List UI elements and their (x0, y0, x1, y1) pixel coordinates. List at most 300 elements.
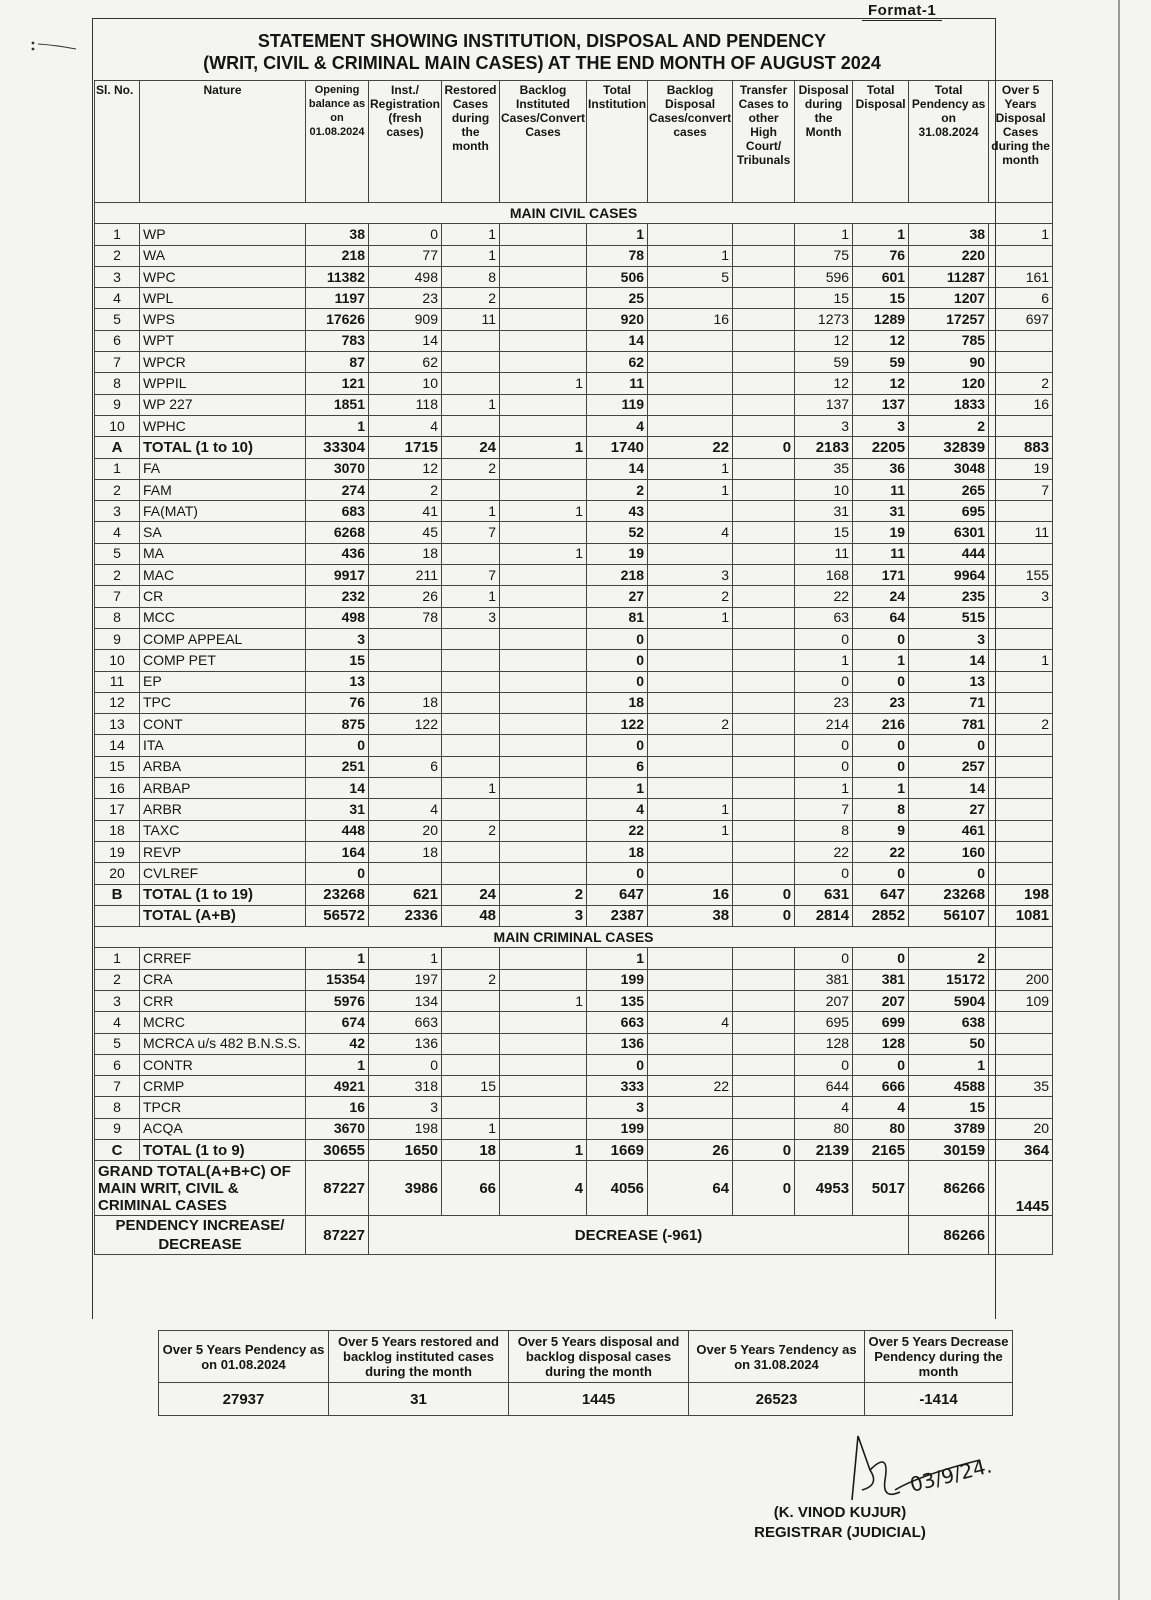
backlog-inst-cell: 1 (500, 437, 587, 458)
sl-cell: 4 (95, 288, 140, 309)
over5-cell (989, 1012, 1053, 1033)
restored-cell (442, 415, 500, 436)
backlog-disp-cell: 22 (648, 1076, 733, 1097)
total-disp-cell: 1 (853, 224, 909, 245)
disposal-cell: 128 (795, 1033, 853, 1054)
table-row (95, 671, 1053, 692)
backlog-inst-cell: 2 (500, 884, 587, 905)
disposal-cell: 15 (795, 522, 853, 543)
transfer-cell (733, 820, 795, 841)
table-row (95, 990, 1053, 1011)
total-inst-cell: 122 (587, 714, 648, 735)
transfer-cell (733, 224, 795, 245)
opening-cell: 218 (306, 245, 369, 266)
table-row (95, 415, 1053, 436)
transfer-cell (733, 479, 795, 500)
transfer-cell (733, 756, 795, 777)
inst-cell: 45 (369, 522, 442, 543)
pendency-cell: 235 (909, 586, 989, 607)
sl-cell: 2 (95, 565, 140, 586)
nature-cell: TPCR (140, 1097, 306, 1118)
disposal-cell: 0 (795, 628, 853, 649)
total-disp-cell: 76 (853, 245, 909, 266)
opening-cell: 5976 (306, 990, 369, 1011)
header-over5: Over 5 Years Disposal Cases during the month (989, 81, 1053, 203)
disposal-cell: 207 (795, 990, 853, 1011)
table-row (95, 288, 1053, 309)
transfer-cell (733, 990, 795, 1011)
transfer-cell (733, 735, 795, 756)
total-disp-cell: 80 (853, 1118, 909, 1139)
opening-cell: 31 (306, 799, 369, 820)
restored-cell: 24 (442, 884, 500, 905)
table-row (95, 863, 1053, 884)
table-row (95, 969, 1053, 990)
over5-cell: 2 (989, 714, 1053, 735)
restored-cell (442, 373, 500, 394)
total-inst-cell: 19 (587, 543, 648, 564)
transfer-cell: 0 (733, 1140, 795, 1161)
total-disp-cell: 11 (853, 543, 909, 564)
pendency-cell: 785 (909, 330, 989, 351)
sl-cell: 12 (95, 692, 140, 713)
opening-cell: 3070 (306, 458, 369, 479)
nature-cell: WPT (140, 330, 306, 351)
disposal-cell: 15 (795, 288, 853, 309)
total-disp-cell: 12 (853, 330, 909, 351)
opening-cell: 87 (306, 352, 369, 373)
restored-cell (442, 1033, 500, 1054)
grand-inst-cell: 3986 (369, 1161, 442, 1216)
grand-restored-cell: 66 (442, 1161, 500, 1216)
transfer-cell (733, 650, 795, 671)
total-row (95, 884, 1053, 905)
backlog-inst-cell (500, 692, 587, 713)
summary-header-0: Over 5 Years Pendency as on 01.08.2024 (159, 1331, 329, 1383)
backlog-inst-cell (500, 948, 587, 969)
disposal-cell: 1 (795, 224, 853, 245)
nature-cell: ARBA (140, 756, 306, 777)
transfer-cell (733, 330, 795, 351)
nature-cell: MA (140, 543, 306, 564)
restored-cell (442, 1054, 500, 1075)
nature-cell: WPS (140, 309, 306, 330)
table-row (95, 778, 1053, 799)
sl-cell: 10 (95, 415, 140, 436)
section-heading: MAIN CRIMINAL CASES (95, 927, 1053, 948)
restored-cell: 2 (442, 458, 500, 479)
restored-cell: 2 (442, 969, 500, 990)
total-inst-cell: 333 (587, 1076, 648, 1097)
over5-cell: 16 (989, 394, 1053, 415)
opening-cell: 76 (306, 692, 369, 713)
backlog-disp-cell (648, 628, 733, 649)
opening-cell: 1197 (306, 288, 369, 309)
backlog-inst-cell (500, 1033, 587, 1054)
nature-cell: TOTAL (1 to 19) (140, 884, 306, 905)
sl-cell: 2 (95, 479, 140, 500)
transfer-cell (733, 692, 795, 713)
inst-cell: 1 (369, 948, 442, 969)
grand-pendency-cell: 86266 (909, 1161, 989, 1216)
backlog-inst-cell (500, 1097, 587, 1118)
restored-cell (442, 1097, 500, 1118)
header-nature: Nature (140, 81, 306, 203)
header-backlog-inst: Backlog Instituted Cases/Convert Cases (500, 81, 587, 203)
backlog-disp-cell (648, 1118, 733, 1139)
restored-cell (442, 628, 500, 649)
total-inst-cell: 14 (587, 330, 648, 351)
section-row (95, 927, 1053, 948)
over5-cell (989, 1054, 1053, 1075)
header-total-pendency: Total Pendency as on 31.08.2024 (909, 81, 989, 203)
inst-cell: 20 (369, 820, 442, 841)
backlog-inst-cell (500, 799, 587, 820)
over5-cell (989, 778, 1053, 799)
total-inst-cell: 2 (587, 479, 648, 500)
nature-cell: WP 227 (140, 394, 306, 415)
pendency-cell: 257 (909, 756, 989, 777)
pendency-change-row (95, 1216, 1053, 1255)
total-disp-cell: 24 (853, 586, 909, 607)
restored-cell (442, 735, 500, 756)
header-sl: Sl. No. (95, 81, 140, 203)
pendency-cell: 6301 (909, 522, 989, 543)
inst-cell (369, 628, 442, 649)
header-opening: Opening balance as on 01.08.2024 (306, 81, 369, 203)
grand-total-label: GRAND TOTAL(A+B+C) OF MAIN WRIT, CIVIL & CRIMINAL CASES (95, 1161, 306, 1216)
nature-cell: FA(MAT) (140, 501, 306, 522)
backlog-inst-cell (500, 969, 587, 990)
total-disp-cell: 381 (853, 969, 909, 990)
backlog-inst-cell (500, 245, 587, 266)
nature-cell: CONTR (140, 1054, 306, 1075)
sl-cell: 8 (95, 607, 140, 628)
total-disp-cell: 31 (853, 501, 909, 522)
opening-cell: 38 (306, 224, 369, 245)
backlog-disp-cell (648, 969, 733, 990)
sl-cell: 5 (95, 1033, 140, 1054)
backlog-inst-cell (500, 778, 587, 799)
pendency-cell: 2 (909, 948, 989, 969)
grand-transfer-cell: 0 (733, 1161, 795, 1216)
restored-cell (442, 352, 500, 373)
backlog-inst-cell (500, 586, 587, 607)
opening-cell: 1851 (306, 394, 369, 415)
disposal-cell: 22 (795, 586, 853, 607)
over5-cell: 3 (989, 586, 1053, 607)
over5-cell: 155 (989, 565, 1053, 586)
total-inst-cell: 218 (587, 565, 648, 586)
transfer-cell (733, 714, 795, 735)
pendency-cell: 781 (909, 714, 989, 735)
pendency-cell: 3048 (909, 458, 989, 479)
grand-over5-cell: 1445 (989, 1161, 1053, 1216)
opening-cell: 13 (306, 671, 369, 692)
disposal-cell: 2814 (795, 905, 853, 926)
backlog-inst-cell (500, 1118, 587, 1139)
nature-cell: TPC (140, 692, 306, 713)
transfer-cell (733, 415, 795, 436)
total-disp-cell: 207 (853, 990, 909, 1011)
total-inst-cell: 25 (587, 288, 648, 309)
backlog-inst-cell: 1 (500, 990, 587, 1011)
nature-cell: TAXC (140, 820, 306, 841)
disposal-cell: 12 (795, 330, 853, 351)
transfer-cell (733, 586, 795, 607)
title-line-2: (WRIT, CIVIL & CRIMINAL MAIN CASES) AT THE END MONTH OF AUGUST 2024 (203, 53, 881, 73)
nature-cell: CRREF (140, 948, 306, 969)
total-disp-cell: 137 (853, 394, 909, 415)
inst-cell: 198 (369, 1118, 442, 1139)
transfer-cell (733, 373, 795, 394)
transfer-cell (733, 1054, 795, 1075)
pendency-cell: 444 (909, 543, 989, 564)
sl-cell: 6 (95, 330, 140, 351)
total-disp-cell: 64 (853, 607, 909, 628)
total-inst-cell: 81 (587, 607, 648, 628)
transfer-cell (733, 565, 795, 586)
inst-cell: 318 (369, 1076, 442, 1097)
pendency-cell: 50 (909, 1033, 989, 1054)
table-row (95, 628, 1053, 649)
nature-cell: ITA (140, 735, 306, 756)
total-inst-cell: 0 (587, 628, 648, 649)
table-row (95, 309, 1053, 330)
inst-cell: 18 (369, 543, 442, 564)
backlog-disp-cell (648, 373, 733, 394)
inst-cell: 134 (369, 990, 442, 1011)
table-row (95, 224, 1053, 245)
table-row (95, 756, 1053, 777)
backlog-inst-cell (500, 628, 587, 649)
section-row (95, 203, 1053, 224)
sl-cell: 2 (95, 245, 140, 266)
backlog-inst-cell (500, 841, 587, 862)
backlog-inst-cell (500, 352, 587, 373)
summary-header-2: Over 5 Years disposal and backlog disposal cases during the month (509, 1331, 689, 1383)
total-inst-cell: 0 (587, 735, 648, 756)
backlog-inst-cell: 1 (500, 373, 587, 394)
over5-cell (989, 799, 1053, 820)
table-row (95, 543, 1053, 564)
summary-value-0: 27937 (159, 1383, 329, 1416)
total-inst-cell: 6 (587, 756, 648, 777)
nature-cell: MCRC (140, 1012, 306, 1033)
backlog-inst-cell (500, 607, 587, 628)
transfer-cell (733, 863, 795, 884)
backlog-disp-cell (648, 394, 733, 415)
over5-cell (989, 671, 1053, 692)
transfer-cell (733, 628, 795, 649)
total-inst-cell: 4 (587, 799, 648, 820)
backlog-disp-cell (648, 990, 733, 1011)
grand-backlog-disp-cell: 64 (648, 1161, 733, 1216)
sl-cell: 16 (95, 778, 140, 799)
total-disp-cell: 647 (853, 884, 909, 905)
disposal-cell: 22 (795, 841, 853, 862)
over5-cell: 35 (989, 1076, 1053, 1097)
total-inst-cell: 119 (587, 394, 648, 415)
opening-cell: 783 (306, 330, 369, 351)
backlog-disp-cell (648, 1033, 733, 1054)
backlog-disp-cell: 22 (648, 437, 733, 458)
total-inst-cell: 3 (587, 1097, 648, 1118)
backlog-inst-cell: 3 (500, 905, 587, 926)
total-disp-cell: 1289 (853, 309, 909, 330)
restored-cell (442, 863, 500, 884)
disposal-cell: 31 (795, 501, 853, 522)
opening-cell: 42 (306, 1033, 369, 1054)
restored-cell: 1 (442, 1118, 500, 1139)
table-row (95, 1033, 1053, 1054)
inst-cell: 2 (369, 479, 442, 500)
pendency-cell: 461 (909, 820, 989, 841)
total-inst-cell: 1 (587, 948, 648, 969)
table-row (95, 735, 1053, 756)
backlog-disp-cell: 3 (648, 565, 733, 586)
nature-cell: FA (140, 458, 306, 479)
transfer-cell (733, 778, 795, 799)
inst-cell: 0 (369, 224, 442, 245)
pendency-cell: 1207 (909, 288, 989, 309)
inst-cell (369, 735, 442, 756)
backlog-disp-cell: 16 (648, 309, 733, 330)
restored-cell: 7 (442, 565, 500, 586)
disposal-cell: 7 (795, 799, 853, 820)
total-disp-cell: 0 (853, 756, 909, 777)
backlog-disp-cell (648, 415, 733, 436)
opening-cell: 274 (306, 479, 369, 500)
restored-cell: 1 (442, 245, 500, 266)
inst-cell: 14 (369, 330, 442, 351)
header-inst: Inst./ Registration (fresh cases) (369, 81, 442, 203)
summary-header-3: Over 5 Years 7endency as on 31.08.2024 (689, 1331, 865, 1383)
backlog-disp-cell (648, 224, 733, 245)
sl-cell: 3 (95, 990, 140, 1011)
backlog-disp-cell: 4 (648, 522, 733, 543)
total-disp-cell: 8 (853, 799, 909, 820)
backlog-disp-cell (648, 543, 733, 564)
inst-cell: 663 (369, 1012, 442, 1033)
header-total-disp: Total Disposal (853, 81, 909, 203)
summary-header-4: Over 5 Years Decrease Pendency during the month (865, 1331, 1013, 1383)
sl-cell: C (95, 1140, 140, 1161)
total-inst-cell: 78 (587, 245, 648, 266)
margin-mark (30, 38, 78, 48)
opening-cell: 33304 (306, 437, 369, 458)
pendency-cell: 27 (909, 799, 989, 820)
sl-cell: 15 (95, 756, 140, 777)
backlog-disp-cell: 26 (648, 1140, 733, 1161)
total-disp-cell: 0 (853, 735, 909, 756)
backlog-inst-cell (500, 1054, 587, 1075)
header-restored: Restored Cases during the month (442, 81, 500, 203)
backlog-inst-cell (500, 671, 587, 692)
pendency-closing-cell: 86266 (909, 1216, 989, 1255)
sl-cell: 5 (95, 309, 140, 330)
header-disposal: Disposal during the Month (795, 81, 853, 203)
disposal-cell: 12 (795, 373, 853, 394)
table-row (95, 245, 1053, 266)
opening-cell: 1 (306, 948, 369, 969)
total-inst-cell: 11 (587, 373, 648, 394)
total-disp-cell: 22 (853, 841, 909, 862)
backlog-inst-cell (500, 735, 587, 756)
nature-cell: WP (140, 224, 306, 245)
sl-cell: 8 (95, 373, 140, 394)
total-disp-cell: 128 (853, 1033, 909, 1054)
over5-cell (989, 330, 1053, 351)
restored-cell: 24 (442, 437, 500, 458)
opening-cell: 3670 (306, 1118, 369, 1139)
total-inst-cell: 18 (587, 692, 648, 713)
disposal-cell: 1 (795, 778, 853, 799)
over5-cell: 109 (989, 990, 1053, 1011)
opening-cell: 56572 (306, 905, 369, 926)
disposal-cell: 0 (795, 735, 853, 756)
opening-cell: 6268 (306, 522, 369, 543)
disposal-cell: 0 (795, 756, 853, 777)
inst-cell: 0 (369, 1054, 442, 1075)
total-inst-cell: 0 (587, 1054, 648, 1075)
sl-cell: 9 (95, 628, 140, 649)
over5-cell: 200 (989, 969, 1053, 990)
total-disp-cell: 0 (853, 1054, 909, 1075)
table-row (95, 266, 1053, 287)
pendency-cell: 15172 (909, 969, 989, 990)
title-line-1: STATEMENT SHOWING INSTITUTION, DISPOSAL AND PENDENCY (257, 31, 827, 51)
over5-cell: 20 (989, 1118, 1053, 1139)
signature-date: 03/9/24. (907, 1453, 995, 1497)
sl-cell: 14 (95, 735, 140, 756)
pendency-cell: 30159 (909, 1140, 989, 1161)
over5-cell: 19 (989, 458, 1053, 479)
total-inst-cell: 14 (587, 458, 648, 479)
sl-cell: 18 (95, 820, 140, 841)
total-disp-cell: 0 (853, 863, 909, 884)
over5-cell (989, 501, 1053, 522)
summary-header-1: Over 5 Years restored and backlog instituted cases during the month (329, 1331, 509, 1383)
backlog-inst-cell (500, 266, 587, 287)
empty-cell (989, 1216, 1053, 1255)
sl-cell: 1 (95, 458, 140, 479)
opening-cell: 23268 (306, 884, 369, 905)
transfer-cell (733, 522, 795, 543)
table-row (95, 607, 1053, 628)
pendency-cell: 14 (909, 650, 989, 671)
table-row (95, 586, 1053, 607)
over5-cell: 6 (989, 288, 1053, 309)
pendency-cell: 15 (909, 1097, 989, 1118)
over5-cell (989, 820, 1053, 841)
total-inst-cell: 18 (587, 841, 648, 862)
header-total-inst: Total Institution (587, 81, 648, 203)
backlog-disp-cell: 16 (648, 884, 733, 905)
total-disp-cell: 59 (853, 352, 909, 373)
restored-cell (442, 799, 500, 820)
total-inst-cell: 136 (587, 1033, 648, 1054)
sl-cell: 1 (95, 948, 140, 969)
nature-cell: ARBR (140, 799, 306, 820)
nature-cell: CVLREF (140, 863, 306, 884)
disposal-cell: 631 (795, 884, 853, 905)
backlog-disp-cell: 2 (648, 714, 733, 735)
nature-cell: TOTAL (1 to 9) (140, 1140, 306, 1161)
header-transfer: Transfer Cases to other High Court/ Tribunals (733, 81, 795, 203)
table-row (95, 394, 1053, 415)
opening-cell: 436 (306, 543, 369, 564)
